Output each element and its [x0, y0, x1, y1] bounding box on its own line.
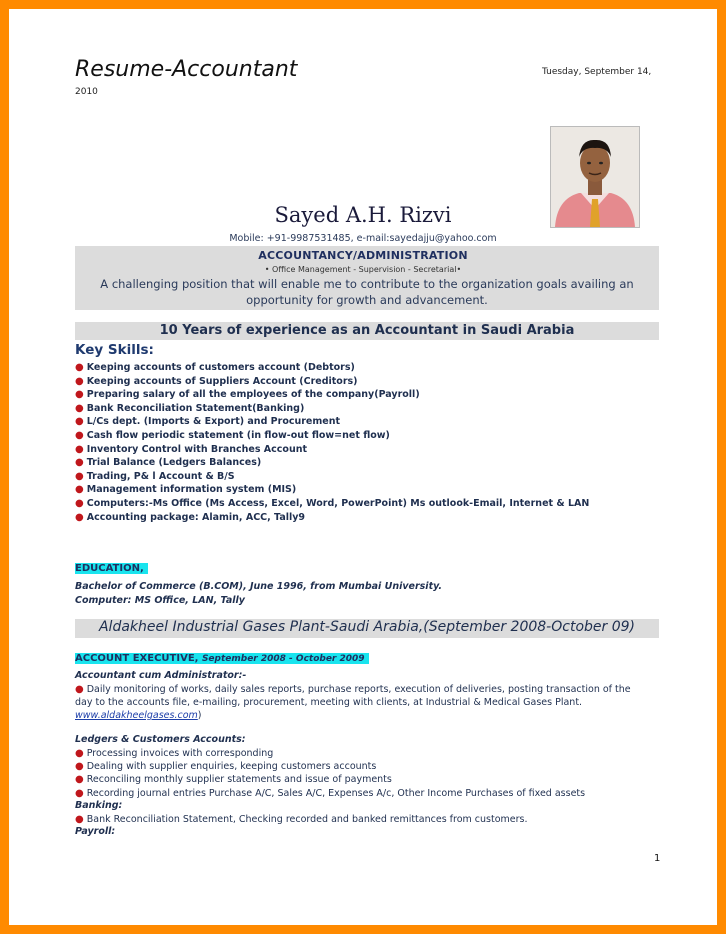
bullet-icon: ● [75, 375, 84, 387]
bullet-icon: ● [75, 416, 84, 428]
list-item: ● Bank Reconciliation Statement(Banking) [75, 402, 305, 414]
list-item: ● Inventory Control with Branches Account [75, 443, 308, 455]
bullet-icon: ● [75, 443, 84, 455]
role-title: ACCOUNTANCY/ADMINISTRATION [258, 249, 468, 262]
duty-line: ● Daily monitoring of works, daily sales reports, purchase reports, execution of deliveries, posting transaction of the [75, 684, 631, 695]
duty-line: day to the accounts file, e-mailing, procurement, meeting with clients, at Industrial & Medical Gases Plant. [75, 697, 583, 708]
position-subtitle: Accountant cum Administrator:- [75, 670, 247, 681]
company-website-link[interactable]: www.aldakheelgases.com [75, 710, 198, 721]
education-heading: EDUCATION, [75, 563, 148, 574]
date-line-1: Tuesday, September 14, [542, 67, 652, 77]
key-skills-heading: Key Skills: [75, 342, 154, 358]
key-skills-list [75, 361, 589, 524]
position-duties [75, 683, 675, 722]
banking-heading: Banking: [75, 800, 123, 811]
bullet-icon: ● [75, 362, 84, 373]
bullet-icon: ● [75, 761, 84, 773]
bullet-icon: ● [75, 429, 84, 441]
list-item: ● Processing invoices with corresponding [75, 748, 274, 759]
bullet-icon: ● [75, 814, 84, 825]
website-line: www.aldakheelgases.com) [75, 710, 202, 721]
payroll-heading: Payroll: [75, 826, 116, 837]
document-title: Resume-Accountant [75, 57, 298, 82]
career-objective: A challenging position that will enable me to contribute to the organization goals availing an opportunity for growth and advancement. [100, 277, 634, 307]
list-item: ● Keeping accounts of customers account (Debtors) [75, 362, 355, 373]
bullet-icon: ● [75, 470, 84, 482]
company-heading: Aldakheel Industrial Gases Plant-Saudi Arabia,(September 2008-October 09) [98, 619, 635, 635]
banking-item: ● Bank Reconciliation Statement, Checking recorded and banked remittances from customers. [75, 814, 528, 825]
list-item: ● Trading, P& l Account & B/S [75, 470, 235, 482]
bullet-icon: ● [75, 748, 84, 759]
list-item: ● Computers:-Ms Office (Ms Access, Excel, Word, PowerPoint) Ms outlook-Email, Internet & LAN [75, 497, 590, 509]
list-item: ● Cash flow periodic statement (in flow-out flow=net flow) [75, 429, 390, 441]
ledgers-heading: Ledgers & Customers Accounts: [75, 734, 246, 745]
bullet-icon: ● [75, 389, 84, 401]
bullet-icon: ● [75, 484, 84, 496]
position-dates: September 2008 - October 2009 [201, 654, 365, 664]
bullet-icon: ● [75, 402, 84, 414]
experience-heading: 10 Years of experience as an Accountant in Saudi Arabia [159, 323, 575, 338]
bullet-icon: ● [75, 497, 84, 509]
bullet-icon: ● [75, 511, 84, 523]
education-degree: Bachelor of Commerce (B.COM), June 1996, from Mumbai University. [75, 581, 443, 592]
bullet-icon: ● [75, 684, 84, 695]
list-item: ● Management information system (MIS) [75, 484, 297, 496]
date-line-2: 2010 [75, 87, 98, 97]
list-item: ● Reconciling monthly supplier statements and issue of payments [75, 774, 392, 786]
position-heading [75, 653, 369, 664]
list-item: ● Dealing with supplier enquiries, keeping customers accounts [75, 761, 377, 773]
bullet-icon: ● [75, 787, 84, 799]
page-number: 1 [654, 853, 661, 864]
list-item: ● Trial Balance (Ledgers Balances) [75, 457, 262, 469]
candidate-name: Sayed A.H. Rizvi [274, 203, 452, 227]
contact-info: Mobile: +91-9987531485, e-mail:sayedajju@yahoo.com [229, 233, 497, 244]
list-item: ● Accounting package: Alamin, ACC, Tally9 [75, 511, 306, 523]
list-item: ● Keeping accounts of Suppliers Account (Creditors) [75, 375, 358, 387]
list-item: ● Preparing salary of all the employees of the company(Payroll) [75, 389, 420, 401]
bullet-icon: ● [75, 774, 84, 786]
position-title: ACCOUNT EXECUTIVE, [75, 653, 199, 664]
ledgers-list [75, 747, 585, 800]
education-computer: Computer: MS Office, LAN, Tally [75, 595, 245, 606]
services-line: • Office Management - Supervision - Secretarial• [264, 265, 462, 274]
list-item: ● L/Cs dept. (Imports & Export) and Procurement [75, 416, 341, 428]
resume-page [9, 9, 717, 925]
bullet-icon: ● [75, 457, 84, 469]
list-item: ● Recording journal entries Purchase A/C, Sales A/C, Expenses A/c, Other Income Purchases of fixed assets [75, 787, 586, 799]
